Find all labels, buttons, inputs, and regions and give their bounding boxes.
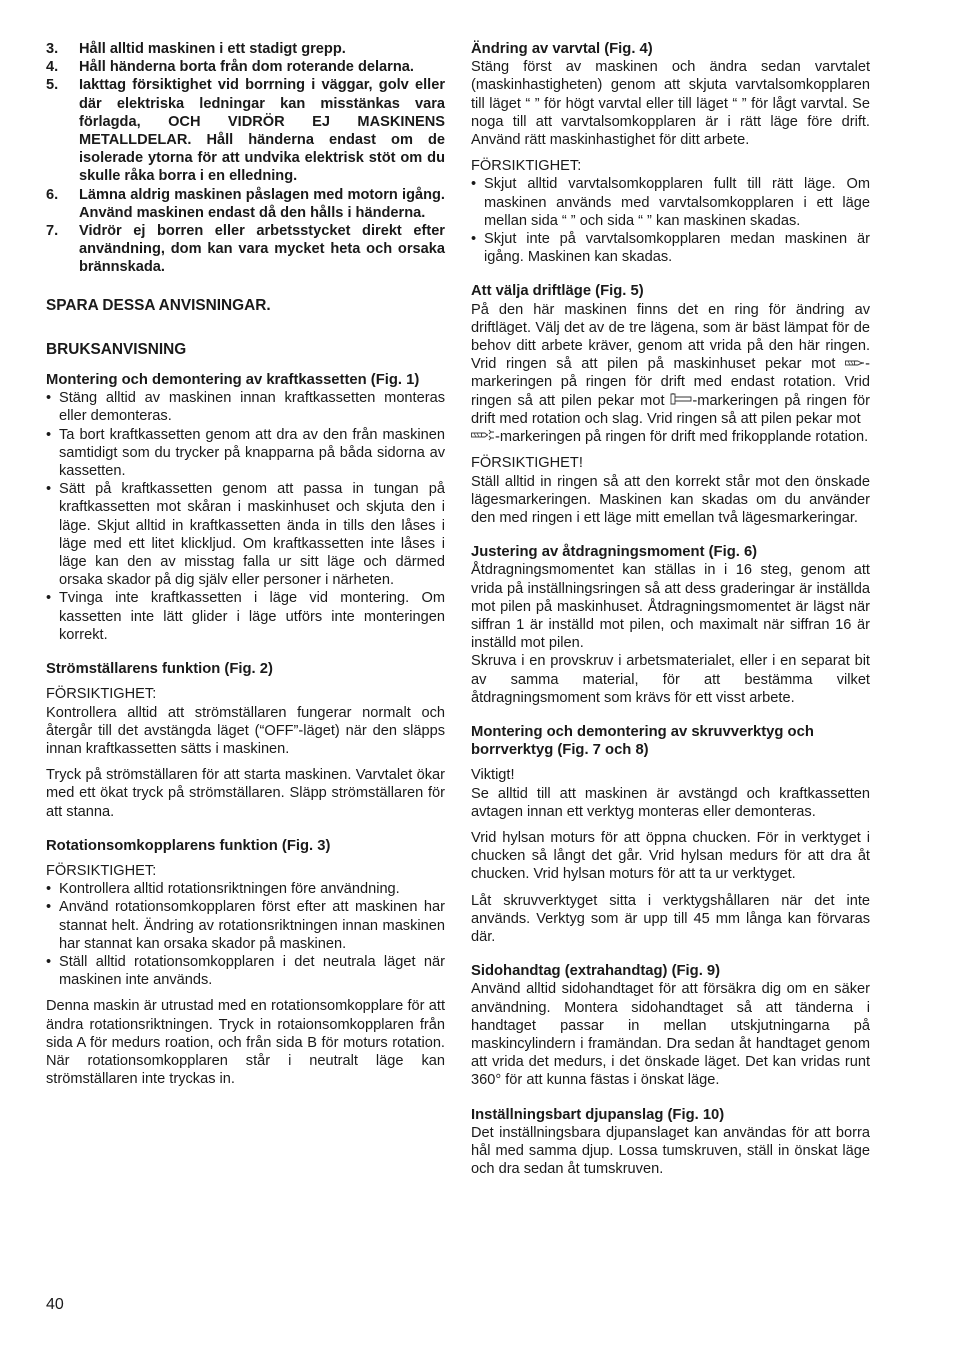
section-heading: Strömställarens funktion (Fig. 2) xyxy=(46,661,273,678)
section-bit-install xyxy=(471,723,870,946)
page-number: 40 xyxy=(46,1296,64,1313)
clutch-mode-icon xyxy=(471,428,495,446)
list-item: • Skjut alltid varvtalsomkopplaren fullt till rätt läge. Om maskinen används med varvtalsomkopplaren i ett läge mellan sida “ ” och sida “ ” kan maskinen skadas. xyxy=(471,175,870,230)
safety-list xyxy=(46,40,445,277)
caution-label: FÖRSIKTIGHET! xyxy=(471,455,583,472)
left-column xyxy=(46,40,445,1104)
paragraph: Se alltid till att maskinen är avstängd och kraftkassetten avtagen innan ett verktyg monteras eller demonteras. xyxy=(471,785,870,820)
bullet-list xyxy=(46,389,445,644)
list-item: • Skjut inte på varvtalsomkopplaren medan maskinen är igång. Maskinen kan skadas. xyxy=(471,230,870,266)
drill-bit-mode-icon xyxy=(845,355,865,373)
section-side-handle xyxy=(471,962,870,1089)
paragraph: Ställ alltid in ringen så att den korrekt står mot den önskade lägesmarkeringen. Maskinen kan skadas om du använder den med ringen i ett läge mitt emellan två lägesmarkeringar. xyxy=(471,473,870,526)
safety-item: 6. Lämna aldrig maskinen påslagen med motorn igång. Använd maskinen endast då den hålls i händerna. xyxy=(46,186,445,221)
section-heading: Sidohandtag (extrahandtag) (Fig. 9) xyxy=(471,963,721,980)
hammer-mode-icon xyxy=(670,392,692,410)
paragraph: Stäng först av maskinen och ändra sedan varvtalet (maskinhastigheten) genom att skjuta varvtalsomkopplaren till läget “ ” för högt varvtal eller till läget “ ” för lågt varvtal. Se noga till att varvtalsomkopplaren är i rätt läge före drift. Använd rätt maskinhastighet för ditt arbete. xyxy=(471,59,870,149)
safety-item: 5. Iakttag försiktighet vid borrning i väggar, golv eller där elektriska ledningar kan misstänkas vara förlagda, OCH VIDRÖR EJ MASKINENS METALLDELAR. Håll händerna endast om de isolerade ytorna för att undvika elektrisk stöt om du skulle råka borra i en elledning. xyxy=(46,77,445,185)
paragraph: Kontrollera alltid att strömställaren fungerar normalt och återgår till det avstängda läget (“OFF”-läget) när den släpps innan kraftkassetten sätts i maskinen. xyxy=(46,704,445,757)
list-item: • Kontrollera alltid rotationsriktningen före användning. xyxy=(46,880,445,898)
paragraph: Det inställningsbara djupanslaget kan användas för att borra hål med samma djup. Lossa tumskruven, ställ in önskat läge och dra sedan åt tumskruven. xyxy=(471,1124,870,1178)
right-column xyxy=(471,40,870,1194)
paragraph: Använd alltid sidohandtaget för att försäkra dig om en säker användning. Montera sidohandtaget så att tänderna i handtaget passar in mellan utskjutningarna på maskincylindern i framändan. Dra sedan åt handtaget genom att vrida det medurs, i det önskade läget. Det kan vridas runt 360° för att kunna fästas i önskat läge. xyxy=(471,981,870,1089)
important-label: Viktigt! xyxy=(471,767,515,784)
list-item: • Ta bort kraftkassetten genom att dra av den från maskinen samtidigt som du trycker på knapparna på båda sidorna av kassetten. xyxy=(46,426,445,481)
paragraph: Låt skruvverktyget sitta i verktygshållaren när det inte används. Verktyg som är upp till 45 mm långa kan förvaras där. xyxy=(471,892,870,946)
list-item: • Tvinga inte kraftkassetten i läge vid montering. Om kassetten inte lätt glider i läge utförs inte monteringen korrekt. xyxy=(46,589,445,644)
bullet-list xyxy=(471,175,870,266)
list-item: • Ställ alltid rotationsomkopplaren i det neutrala läget när maskinen inte används. xyxy=(46,953,445,989)
caution-label: FÖRSIKTIGHET: xyxy=(46,686,157,703)
list-item: • Sätt på kraftkassetten genom att passa in tungan på kraftkassetten mot skåran i maskinhuset och skjuta den i läge. Skjut alltid in kraftkassetten ända in tills den låses i läge med ett litet klickljud. Om kraftkassetten inte låses i läge kan den av misstag falla ur sitt läge och därmed orsaka skador på dig själv eller personer i närheten. xyxy=(46,480,445,589)
section-battery-cartridge xyxy=(46,371,445,644)
caution-label: FÖRSIKTIGHET: xyxy=(471,158,582,175)
section-heading: Rotationsomkopplarens funktion (Fig. 3) xyxy=(46,837,331,854)
section-heading: Montering och demontering av skruvverktyg och borrverktyg (Fig. 7 och 8) xyxy=(471,724,814,759)
section-speed-change xyxy=(471,40,870,266)
section-heading: Att välja driftläge (Fig. 5) xyxy=(471,283,644,300)
section-depth-gauge xyxy=(471,1106,870,1179)
list-item: • Använd rotationsomkopplaren först efter att maskinen har stannat helt. Ändring av rotationsriktningen innan maskinen har stannat kan orsaka skador på maskinen. xyxy=(46,898,445,953)
paragraph: Tryck på strömställaren för att starta maskinen. Varvtalet ökar med ett ökat tryck på strömställaren. Släpp strömställaren för att stanna. xyxy=(46,767,445,820)
section-heading: Inställningsbart djupanslag (Fig. 10) xyxy=(471,1106,725,1123)
list-item: • Stäng alltid av maskinen innan kraftkassetten monteras eller demonteras. xyxy=(46,389,445,425)
bullet-list xyxy=(46,880,445,989)
section-heading: Ändring av varvtal (Fig. 4) xyxy=(471,41,653,57)
paragraph: Denna maskin är utrustad med en rotationsomkopplare för att ändra rotationsriktningen. Tryck in rotaionsomkopplaren från sida A för medurs roation, och från sida B för moturs rotation. När rotationsomkopplaren står i neutralt läge kan strömställaren inte tryckas in. xyxy=(46,998,445,1088)
caution-label: FÖRSIKTIGHET: xyxy=(46,862,157,879)
manual-title: BRUKSANVISNING xyxy=(46,340,187,358)
section-switch-action xyxy=(46,660,445,821)
paragraph: Åtdragningsmomentet kan ställas in i 16 steg, genom att vrida på inställningsringen så att dess graderingar är inställda mot pilen på maskinhuset. Åtdragningsmomentet är lägst när siffran 1 är inställd mot pilen, och maximalt när siffran 16 är inställd mot pilen. xyxy=(471,562,870,652)
safety-item: 7. Vidrör ej borren eller arbetsstycket direkt efter användning, dom kan vara mycket heta och orsaka brännskada. xyxy=(46,223,445,276)
paragraph: På den här maskinen finns det en ring för ändring av driftläget. Välj det av de tre lägena, som är bäst lämpat för de behov ditt arbete kräver, genom att vrida på den här ringen. Vrid ringen så att pilen på maskinhuset pekar mot -markeringen på ringen för drift med endast rotation. Vrid ringen så att pilen pekar mot -markeringen på ringen för drift med rotation och slag. Vrid ringen så att pilen pekar mot -markeringen på ringen för drift med frikopplande rotation. xyxy=(471,301,870,446)
section-torque-adjust xyxy=(471,543,870,707)
safety-item: 4. Håll händerna borta från dom roterande delarna. xyxy=(46,59,414,76)
section-heading: Montering och demontering av kraftkassetten (Fig. 1) xyxy=(46,372,420,389)
save-instructions-title: SPARA DESSA ANVISNINGAR. xyxy=(46,296,271,314)
safety-item: 3. Håll alltid maskinen i ett stadigt grepp. xyxy=(46,41,346,57)
paragraph: Skruva i en provskruv i arbetsmaterialet, eller i en separat bit av samma material, för att bestämma vilket åtdragningsmoment som krävs för ett visst arbete. xyxy=(471,653,870,706)
section-reversing-switch xyxy=(46,837,445,1089)
paragraph: Vrid hylsan moturs för att öppna chucken. För in verktyget i chucken så långt det går. Vrid hylsan medurs för att dra åt chucken. Vrid hylsan moturs för att ta ur verktyget. xyxy=(471,830,870,883)
section-heading: Justering av åtdragningsmoment (Fig. 6) xyxy=(471,544,758,561)
section-action-mode xyxy=(471,282,870,527)
